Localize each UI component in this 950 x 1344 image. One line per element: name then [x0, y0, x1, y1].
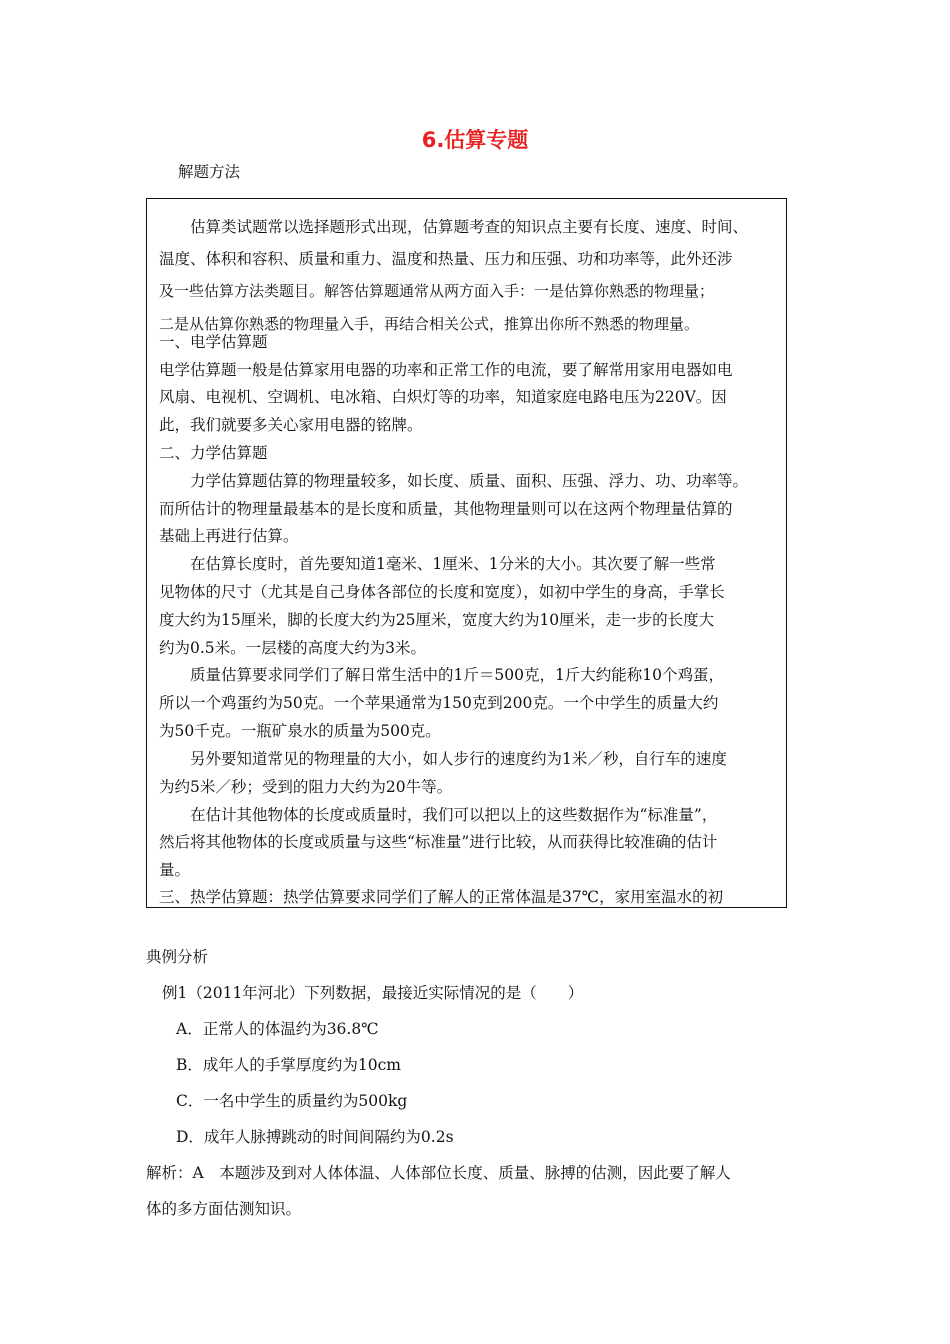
example-option-c: C．一名中学生的质量约为500kg [176, 1092, 408, 1110]
box-line: 力学估算题估算的物理量较多，如长度、质量、面积、压强、浮力、功、功率等。 [159, 472, 749, 490]
example-section-label: 典例分析 [146, 948, 209, 966]
section-heading-thermal: 三、热学估算题：热学估算要求同学们了解人的正常体温是37℃，家用室温水的初 [159, 888, 724, 906]
page-title: 6.估算专题 [421, 128, 529, 152]
box-line: 估算类试题常以选择题形式出现，估算题考查的知识点主要有长度、速度、时间、 [159, 218, 749, 236]
box-line: 所以一个鸡蛋约为50克。一个苹果通常为150克到200克。一个中学生的质量大约 [159, 694, 719, 712]
box-line: 质量估算要求同学们了解日常生活中的1斤＝500克，1斤大约能称10个鸡蛋， [159, 666, 725, 684]
example-option-b: B．成年人的手掌厚度约为10cm [176, 1056, 401, 1074]
section-heading-electric: 一、电学估算题 [159, 333, 268, 351]
example-question-stem: 例1（2011年河北）下列数据，最接近实际情况的是（ ） [162, 984, 584, 1002]
box-line: 在估算长度时，首先要知道1毫米、1厘米、1分米的大小。其次要了解一些常 [159, 555, 716, 573]
box-line: 风扇、电视机、空调机、电冰箱、白炽灯等的功率，知道家庭电路电压为220V。因 [159, 388, 727, 406]
box-line: 量。 [159, 861, 191, 879]
method-section-label: 解题方法 [178, 163, 241, 181]
box-line: 而所估计的物理量最基本的是长度和质量，其他物理量则可以在这两个物理量估算的 [159, 500, 733, 518]
box-line: 为约5米／秒；受到的阻力大约为20牛等。 [159, 778, 453, 796]
box-line: 见物体的尺寸（尤其是自己身体各部位的长度和宽度），如初中学生的身高，手掌长 [159, 583, 725, 601]
example-analysis-cont: 体的多方面估测知识。 [146, 1200, 302, 1218]
example-analysis: 解析：A 本题涉及到对人体体温、人体部位长度、质量、脉搏的估测，因此要了解人 [146, 1164, 731, 1182]
box-line: 约为0.5米。一层楼的高度大约为3米。 [159, 639, 427, 657]
box-line: 另外要知道常见的物理量的大小，如人步行的速度约为1米／秒，自行车的速度 [159, 750, 727, 768]
box-line: 度大约为15厘米，脚的长度大约为25厘米，宽度大约为10厘米，走一步的长度大 [159, 611, 715, 629]
box-line: 然后将其他物体的长度或质量与这些“标准量”进行比较，从而获得比较准确的估计 [159, 833, 718, 851]
example-option-a: A．正常人的体温约为36.8℃ [176, 1020, 379, 1038]
box-line: 及一些估算方法类题目。解答估算题通常从两方面入手：一是估算你熟悉的物理量； [159, 282, 715, 300]
box-line: 基础上再进行估算。 [159, 527, 299, 545]
method-content-box [146, 198, 787, 908]
box-line: 电学估算题一般是估算家用电器的功率和正常工作的电流，要了解常用家用电器如电 [159, 361, 733, 379]
example-option-d: D．成年人脉搏跳动的时间间隔约为0.2s [176, 1128, 454, 1146]
box-line: 二是从估算你熟悉的物理量入手，再结合相关公式，推算出你所不熟悉的物理量。 [159, 315, 700, 333]
box-line: 在估计其他物体的长度或质量时，我们可以把以上的这些数据作为“标准量”， [159, 806, 718, 824]
section-heading-mechanics: 二、力学估算题 [159, 444, 268, 462]
box-line: 此，我们就要多关心家用电器的铭牌。 [159, 416, 423, 434]
box-line: 温度、体积和容积、质量和重力、温度和热量、压力和压强、功和功率等，此外还涉 [159, 250, 733, 268]
box-line: 为50千克。一瓶矿泉水的质量为500克。 [159, 722, 441, 740]
